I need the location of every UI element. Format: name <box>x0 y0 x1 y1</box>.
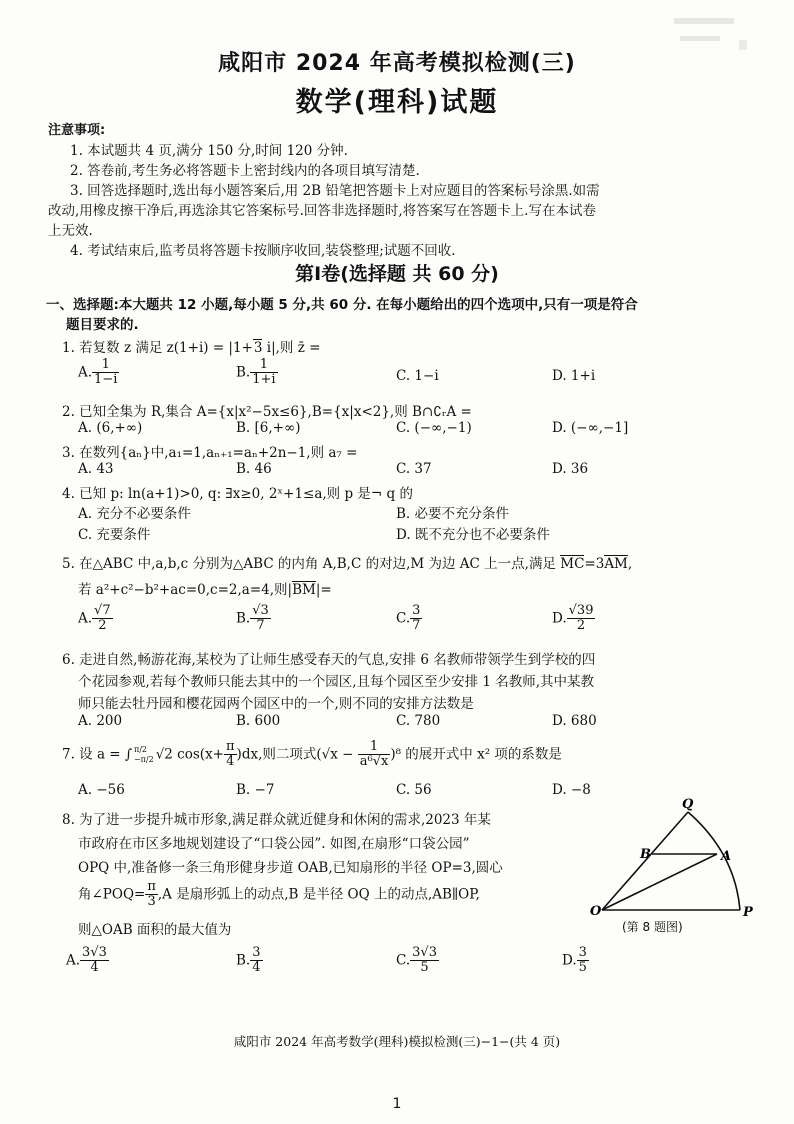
q8-stem-line4: 角∠POQ= $\frac{\pi}{3}$ ,A 是扇形弧上的动点,B 是半径 OQ 上的动点,AB∥OP, <box>78 879 480 910</box>
notice-item-3: 3. 回答选择题时,选出每小题答案后,用 2B 铅笔把答题卡上对应题目的答案标号涂黑.如需 <box>70 183 600 199</box>
q3-option-d: D. 36 <box>552 461 589 477</box>
q1-option-b: B. $\frac{1}{1+i}$ <box>236 357 276 388</box>
q6-stem: 6. 走进自然,畅游花海,某校为了让师生感受春天的气息,安排 6 名教师带领学生到学校的四 <box>62 652 596 668</box>
q4-option-c: C. 充要条件 <box>78 527 151 543</box>
q1-option-c: C. 1−i <box>396 368 439 384</box>
q6-stem-cont: 个花园参观,若每个教师只能去其中的一个园区,且每个园区至少安排 1 名教师,其中某教 <box>78 674 595 690</box>
notice-item-2: 2. 答卷前,考生务必将答题卡上密封线内的各项目填写清楚. <box>70 163 420 179</box>
q6-option-a: A. 200 <box>78 713 123 729</box>
q8-stem-line2: 市政府在市区多地规划建设了“口袋公园”. 如图,在扇形“口袋公园” <box>78 836 470 852</box>
section-instruction-cont: 题目要求的. <box>66 317 139 333</box>
section-instruction: 一、选择题:本大题共 12 小题,每小题 5 分,共 60 分. 在每小题给出的四个选项中,只有一项是符合 <box>46 297 638 313</box>
notice-item-4: 4. 考试结束后,监考员将答题卡按顺序收回,装袋整理;试题不回收. <box>70 243 456 259</box>
q2-option-a: A. (6,+∞) <box>78 420 143 436</box>
q7-option-a: A. −56 <box>78 782 125 798</box>
notice-item-3-end: 上无效. <box>48 223 93 239</box>
q7-option-b: B. −7 <box>236 782 275 798</box>
notice-item-1: 1. 本试题共 4 页,满分 150 分,时间 120 分钟. <box>70 143 348 159</box>
q7-option-c: C. 56 <box>396 782 432 798</box>
q5-stem: 5. 在△ABC 中,a,b,c 分别为△ABC 的内角 A,B,C 的对边,M 为边 AC 上一点,满足 MC=3AM, <box>62 556 633 572</box>
q3-option-b: B. 46 <box>236 461 272 477</box>
q5-option-d: D. $\frac{√39}{2}$ <box>552 603 594 634</box>
notice-item-3-cont: 改动,用橡皮擦干净后,再选涂其它答案标号.回答非选择题时,将答案写在答题卡上.写在本试卷 <box>48 203 596 219</box>
q3-option-c: C. 37 <box>396 461 432 477</box>
q3-option-a: A. 43 <box>78 461 114 477</box>
q7-stem: 7. 设 a = ∫ π/2 −π/2 √2 cos(x+ $\frac{\pi}{4}$ )dx,则二项式(√x − $\frac{1}{\text{a⁶√x}}$ )⁸ 的展开式中 x² 项的系数是 <box>62 739 562 770</box>
label-q: Q <box>682 798 694 812</box>
q4-option-a: A. 充分不必要条件 <box>78 506 191 522</box>
q8-stem-line5: 则△OAB 面积的最大值为 <box>78 922 232 938</box>
q6-stem-end: 师只能去牡丹园和樱花园两个园区中的一个,则不同的安排方法数是 <box>78 696 474 712</box>
label-o: O <box>590 904 602 918</box>
q8-option-a: A. $\frac{3√3}{4}$ <box>66 945 107 976</box>
q3-stem: 3. 在数列{aₙ}中,a₁=1,aₙ₊₁=aₙ+2n−1,则 a₇ = <box>62 445 358 461</box>
notice-heading: 注意事项: <box>48 123 106 138</box>
q8-option-d: D. $\frac{3}{5}$ <box>562 945 587 976</box>
q5-option-c: C. $\frac{3}{7}$ <box>396 603 421 634</box>
label-p: P <box>743 905 753 918</box>
q8-stem-line3: OPQ 中,准备修一条三角形健身步道 OAB,已知扇形的半径 OP=3,圆心 <box>78 860 503 876</box>
figure-caption: (第 8 题图) <box>622 920 683 934</box>
q1-option-d: D. 1+i <box>552 368 596 384</box>
q4-option-d: D. 既不充分也不必要条件 <box>396 527 550 543</box>
sector-arc <box>688 812 740 910</box>
q5-stem-cont: 若 a²+c²−b²+ac=0,c=2,a=4,则|BM|= <box>78 582 332 598</box>
q1-stem: 1. 若复数 z 满足 z(1+i) = |1+3 i|,则 z̄ = <box>62 340 321 356</box>
section-title: 第Ⅰ卷(选择题 共 60 分) <box>295 263 499 285</box>
q8-option-c: C. $\frac{3√3}{5}$ <box>396 945 437 976</box>
page-number: 1 <box>392 1096 402 1112</box>
q8-stem: 8. 为了进一步提升城市形象,满足群众就近健身和休闲的需求,2023 年某 <box>62 812 491 828</box>
q2-option-d: D. (−∞,−1] <box>552 420 629 436</box>
q8-option-b: B. $\frac{3}{4}$ <box>236 945 261 976</box>
q2-stem: 2. 已知全集为 R,集合 A={x|x²−5x≤6},B={x|x<2},则 B∩∁ᵣA = <box>62 404 472 420</box>
q6-option-c: C. 780 <box>396 713 441 729</box>
q4-option-b: B. 必要不充分条件 <box>396 506 510 522</box>
q2-option-c: C. (−∞,−1) <box>396 420 472 436</box>
q5-option-b: B. $\frac{√3}{7}$ <box>236 603 269 634</box>
q5-option-a: A. $\frac{√7}{2}$ <box>78 603 111 634</box>
label-a: A <box>721 849 732 864</box>
exam-subtitle: 数学(理科)试题 <box>295 87 499 118</box>
q4-stem: 4. 已知 p: ln(a+1)>0, q: ∃x≥0, 2ˣ+1≤a,则 p 是¬ q 的 <box>62 486 413 502</box>
segment-oa <box>602 854 717 910</box>
exam-title: 咸阳市 2024 年高考模拟检测(三) <box>218 51 576 76</box>
q7-option-d: D. −8 <box>552 782 591 798</box>
label-b: B <box>640 847 651 862</box>
q6-option-d: D. 680 <box>552 713 597 729</box>
q2-option-b: B. [6,+∞) <box>236 420 301 436</box>
q6-option-b: B. 600 <box>236 713 281 729</box>
page-footer: 咸阳市 2024 年高考数学(理科)模拟检测(三)−1−(共 4 页) <box>233 1034 561 1049</box>
sector-figure <box>590 798 760 918</box>
q1-option-a: A. $\frac{1}{1-i}$ <box>78 357 118 388</box>
